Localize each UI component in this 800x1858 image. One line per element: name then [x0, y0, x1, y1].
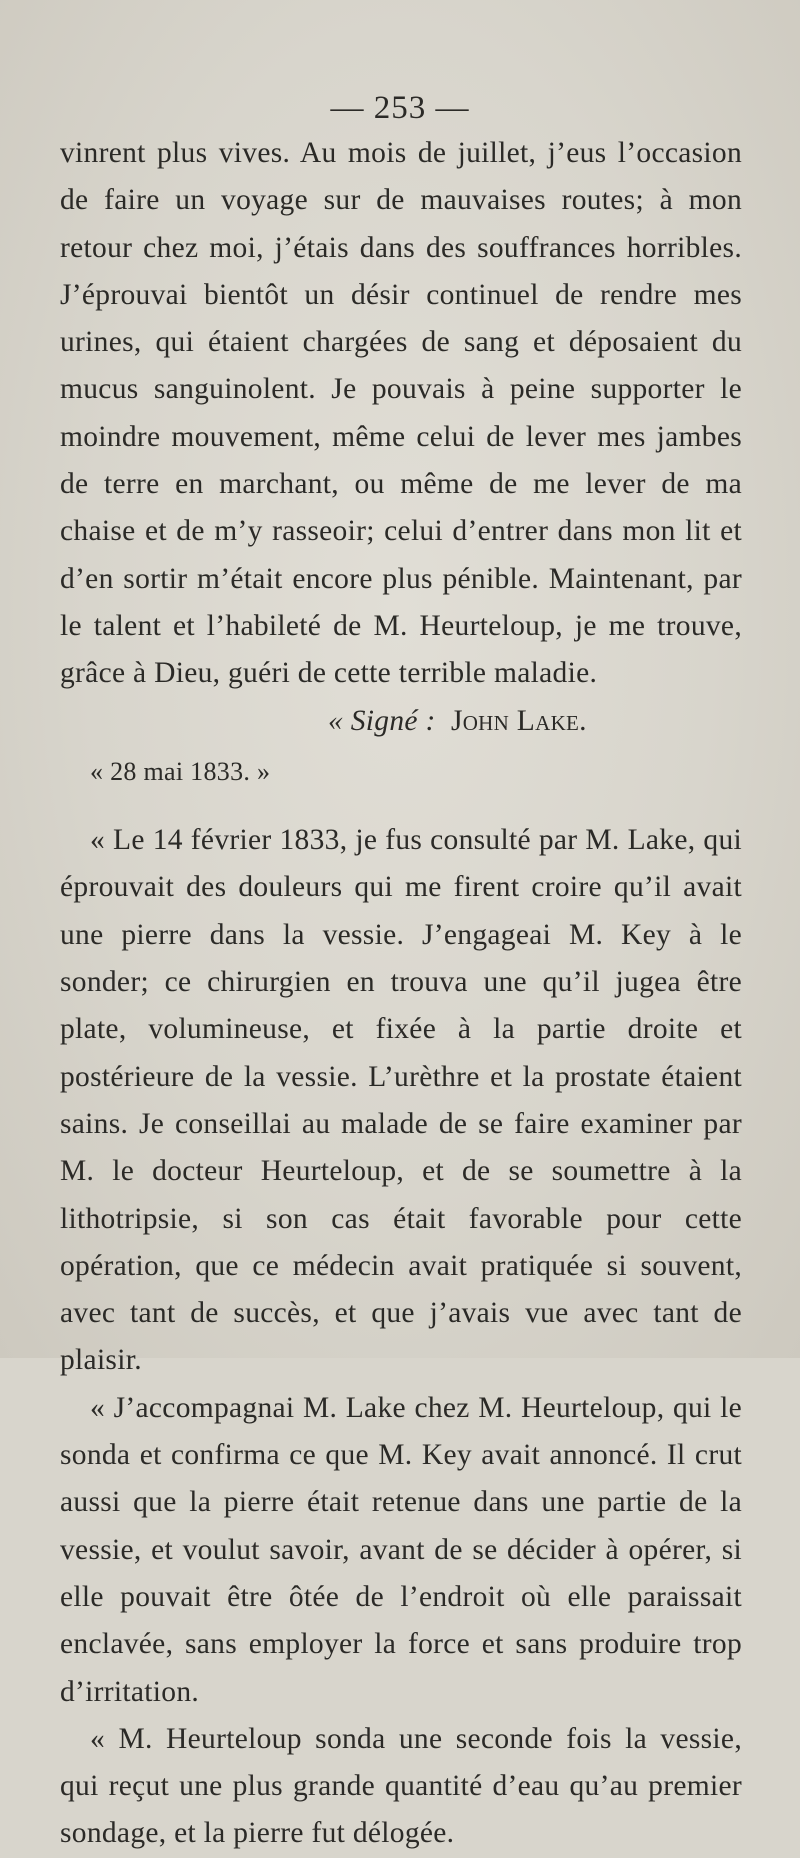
signature-prefix: « Signé : [328, 704, 436, 737]
body-text [60, 130, 742, 1858]
paragraph-3: « J’accompagnai M. Lake chez M. Heurteloup, qui le sonda et confirma ce que M. Key avait annoncé. Il crut aussi que la pierre était retenue dans une partie de la vessie, et voulut savoir, avant de se décider à opérer, si elle pouvait être ôtée de l’endroit où elle paraissait enclavée, sans employer la force et sans produire trop d’irritation. [60, 1391, 742, 1708]
paragraph-2: « Le 14 février 1833, je fus consulté par M. Lake, qui éprouvait des douleurs qui me firent croire qu’il avait une pierre dans la vessie. J’engageai M. Key à le sonder; ce chirurgien en trouva une qu’il jugea être plate, volumineuse, et fixée à la partie droite et postérieure de la vessie. L’urèthre et la prostate étaient sains. Je conseillai au malade de se faire examiner par M. le docteur Heurteloup, et de se soumettre à la lithotripsie, si son cas était favorable pour cette opération, que ce médecin avait pratiquée si souvent, avec tant de succès, et que j’avais vue avec tant de plaisir. [60, 824, 742, 1377]
signature-line [60, 698, 742, 745]
letter-date: « 28 mai 1833. » [90, 756, 271, 786]
paragraph-1: vinrent plus vives. Au mois de juillet, j’eus l’occasion de faire un voyage sur de mauvaises routes; à mon retour chez moi, j’étais dans des souffrances horribles. J’éprouvai bientôt un désir continuel de rendre mes urines, qui étaient chargées de sang et déposaient du mucus sanguinolent. Je pouvais à peine supporter le moindre mouvement, même celui de lever mes jambes de terre en marchant, ou même de me lever de ma chaise et de m’y rasseoir; celui d’entrer dans mon lit et d’en sortir m’était encore plus pénible. Maintenant, par le talent et l’habileté de M. Heurteloup, je me trouve, grâce à Dieu, guéri de cette terrible maladie. [60, 137, 742, 690]
signature-name: John Lake. [450, 704, 587, 737]
page-number: — 253 — [330, 90, 470, 126]
paragraph-4: « M. Heurteloup sonda une seconde fois la vessie, qui reçut une plus grande quantité d’eau qu’au premier sondage, et la pierre fut délogée. [60, 1722, 742, 1850]
